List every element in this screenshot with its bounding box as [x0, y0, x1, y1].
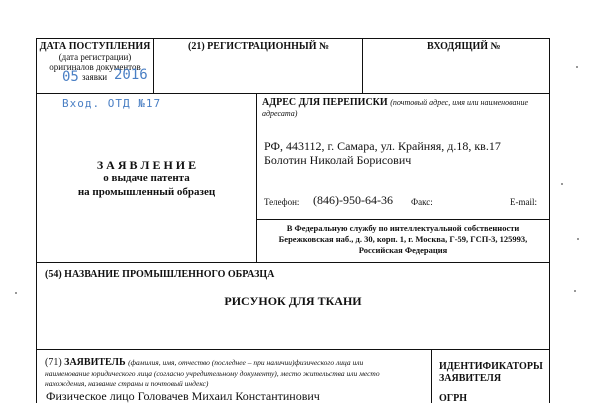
- applicant-label-num: (71): [45, 357, 62, 368]
- date-stamp-day: 05: [62, 69, 79, 85]
- divider-reg-col: [362, 38, 363, 94]
- federal-service-line-1: В Федеральную службу по интеллектуальной собственности: [286, 223, 520, 233]
- receipt-date-sub3: заявки: [82, 72, 108, 82]
- scan-speck: [561, 183, 563, 185]
- design-name-label: (54) НАЗВАНИЕ ПРОМЫШЛЕННОГО ОБРАЗЦА: [45, 269, 275, 280]
- federal-service-line-2: Бережковская наб., д. 30, корп. 1, г. Москва, Г-59, ГСП-3, 125993,: [278, 234, 528, 244]
- application-title: З А Я В Л Е Н И Е: [96, 158, 197, 172]
- address-line-1: РФ, 443112, г. Самара, ул. Крайняя, д.18, кв.17: [264, 139, 501, 153]
- applicant-heading: [45, 357, 431, 368]
- receipt-date-title: ДАТА ПОСТУПЛЕНИЯ: [39, 41, 151, 52]
- scan-speck: [577, 238, 579, 240]
- phone-label: Телефон:: [264, 197, 300, 207]
- outer-border-top: [36, 38, 550, 39]
- applicant-id-label-1: ИДЕНТИФИКАТОРЫ: [439, 361, 543, 372]
- scan-speck: [574, 290, 576, 292]
- phone-value: (846)-950-64-36: [313, 193, 393, 207]
- email-label: E-mail:: [510, 197, 537, 207]
- address-line-2: Болотин Николай Борисович: [264, 153, 412, 167]
- design-name-value: РИСУНОК ДЛЯ ТКАНИ: [224, 294, 362, 308]
- application-subtitle-1: о выдаче патента: [103, 172, 190, 184]
- applicant-hint-3: нахождения, название страны и почтовый индекс): [45, 379, 209, 388]
- incoming-number-label: ВХОДЯЩИЙ №: [427, 41, 501, 52]
- incoming-dept-stamp: Вход. ОТД №17: [62, 97, 162, 110]
- applicant-hint-1: (фамилия, имя, отчество (последнее – при наличии)физического лица или: [128, 358, 364, 367]
- date-stamp-year: 2016: [114, 67, 148, 83]
- scan-speck: [15, 292, 17, 294]
- divider-id-col: [431, 349, 432, 403]
- address-hint: (почтовый адрес, имя или наименование адресата): [262, 98, 529, 118]
- applicant-hint-2: наименование юридического лица (согласно учредительному документу), место жительства или место: [45, 369, 380, 378]
- reg-number-label: (21) РЕГИСТРАЦИОННЫЙ №: [188, 41, 330, 52]
- divider-applicant-top: [36, 349, 550, 350]
- scan-speck: [576, 66, 578, 68]
- divider-date-col: [153, 38, 154, 94]
- address-heading: [262, 97, 542, 119]
- receipt-date-sub1: (дата регистрации): [58, 52, 132, 62]
- applicant-value: Физическое лицо Головачев Михаил Константинович: [46, 389, 320, 403]
- receipt-date-sub2: оригиналов документов: [49, 62, 141, 72]
- divider-top-row-bottom: [36, 93, 550, 94]
- application-subtitle-2: на промышленный образец: [77, 186, 216, 198]
- address-label: АДРЕС ДЛЯ ПЕРЕПИСКИ: [262, 97, 388, 108]
- federal-service-line-3: Российская Федерация: [358, 245, 448, 255]
- divider-federal-top: [256, 219, 550, 220]
- applicant-id-label-2: ЗАЯВИТЕЛЯ: [439, 373, 502, 384]
- applicant-label: ЗАЯВИТЕЛЬ: [64, 357, 126, 368]
- ogrn-label: ОГРН: [439, 393, 468, 404]
- fax-label: Факс:: [411, 197, 433, 207]
- divider-design-top: [36, 262, 550, 263]
